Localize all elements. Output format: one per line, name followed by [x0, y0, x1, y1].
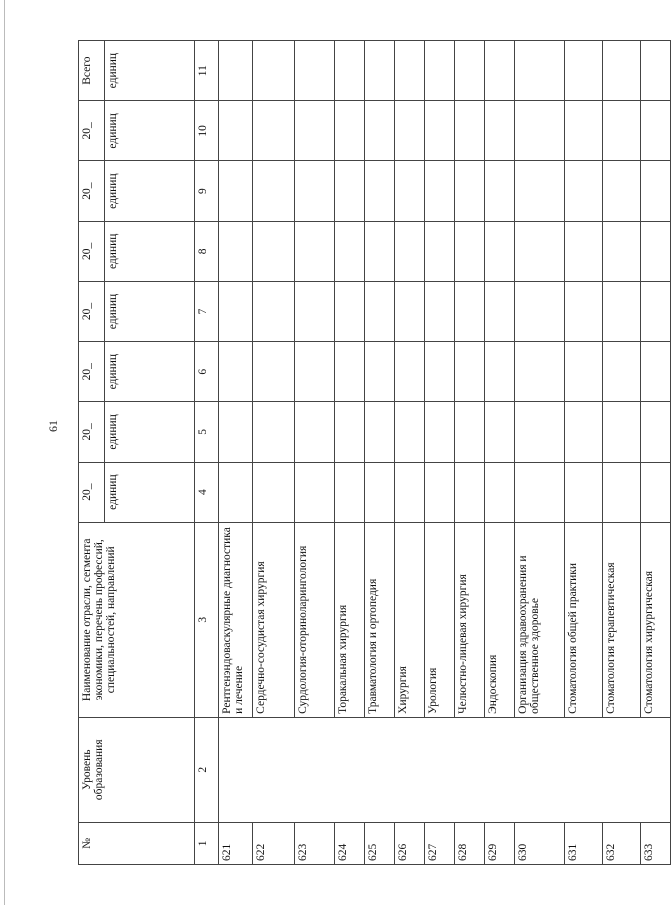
value-cell: [253, 402, 295, 462]
value-cell: [603, 101, 641, 161]
value-cell: [603, 41, 641, 101]
value-cell: [395, 342, 425, 402]
value-cell: [455, 402, 485, 462]
column-number: 7: [195, 281, 219, 341]
value-cell: [565, 342, 603, 402]
table-row: [219, 41, 253, 865]
value-cell: [253, 101, 295, 161]
value-cell: [365, 402, 395, 462]
row-number: 621: [219, 822, 253, 864]
value-cell: [253, 281, 295, 341]
value-cell: [515, 41, 565, 101]
header-unit: единиц: [105, 221, 195, 281]
value-cell: [485, 342, 515, 402]
header-unit: единиц: [105, 161, 195, 221]
specialty-name: Хирургия: [395, 522, 425, 717]
value-cell: [335, 281, 365, 341]
header-year: 20_: [79, 161, 105, 221]
header-unit: единиц: [105, 462, 195, 522]
column-number: 6: [195, 342, 219, 402]
value-cell: [565, 101, 603, 161]
value-cell: [395, 281, 425, 341]
value-cell: [425, 462, 455, 522]
column-number: 8: [195, 221, 219, 281]
value-cell: [455, 281, 485, 341]
value-cell: [219, 161, 253, 221]
value-cell: [365, 281, 395, 341]
specialty-name: Травматология и ортопедия: [365, 522, 395, 717]
value-cell: [565, 41, 603, 101]
value-cell: [395, 221, 425, 281]
value-cell: [485, 161, 515, 221]
value-cell: [565, 281, 603, 341]
row-number: 631: [565, 822, 603, 864]
row-number: 630: [515, 822, 565, 864]
value-cell: [219, 281, 253, 341]
value-cell: [219, 342, 253, 402]
specialty-name: Стоматология терапевтическая: [603, 522, 641, 717]
value-cell: [395, 402, 425, 462]
value-cell: [565, 221, 603, 281]
value-cell: [603, 161, 641, 221]
value-cell: [515, 161, 565, 221]
value-cell: [335, 161, 365, 221]
column-number: 11: [195, 41, 219, 101]
header-year: 20_: [79, 281, 105, 341]
value-cell: [425, 402, 455, 462]
specialty-name: Стоматология общей практики: [565, 522, 603, 717]
value-cell: [365, 41, 395, 101]
specialty-name: Челюстно-лицевая хирургия: [455, 522, 485, 717]
value-cell: [335, 342, 365, 402]
row-number: 633: [641, 822, 671, 864]
value-cell: [455, 101, 485, 161]
specialty-name: Организация здравоохранения и общественное здоровье: [515, 522, 565, 717]
value-cell: [485, 462, 515, 522]
value-cell: [219, 402, 253, 462]
value-cell: [253, 161, 295, 221]
row-number: 622: [253, 822, 295, 864]
header-no: №: [79, 822, 195, 864]
value-cell: [295, 221, 335, 281]
value-cell: [219, 41, 253, 101]
header-year: 20_: [79, 221, 105, 281]
value-cell: [335, 221, 365, 281]
value-cell: [425, 101, 455, 161]
value-cell: [253, 221, 295, 281]
column-number: 4: [195, 462, 219, 522]
value-cell: [603, 402, 641, 462]
value-cell: [395, 101, 425, 161]
header-unit: единиц: [105, 101, 195, 161]
page-number: 61: [46, 420, 60, 432]
value-cell: [253, 342, 295, 402]
value-cell: [365, 221, 395, 281]
value-cell: [365, 462, 395, 522]
value-cell: [515, 342, 565, 402]
value-cell: [335, 41, 365, 101]
row-number: 632: [603, 822, 641, 864]
value-cell: [485, 402, 515, 462]
value-cell: [485, 101, 515, 161]
value-cell: [219, 462, 253, 522]
row-number: 626: [395, 822, 425, 864]
data-table: [78, 40, 671, 865]
header-unit: единиц: [105, 41, 195, 101]
value-cell: [455, 342, 485, 402]
value-cell: [565, 462, 603, 522]
value-cell: [455, 41, 485, 101]
row-number: 628: [455, 822, 485, 864]
value-cell: [603, 221, 641, 281]
value-cell: [485, 221, 515, 281]
value-cell: [641, 41, 671, 101]
value-cell: [603, 462, 641, 522]
value-cell: [641, 221, 671, 281]
header-year: 20_: [79, 462, 105, 522]
value-cell: [365, 161, 395, 221]
value-cell: [253, 462, 295, 522]
value-cell: [603, 281, 641, 341]
value-cell: [335, 462, 365, 522]
value-cell: [295, 402, 335, 462]
value-cell: [295, 41, 335, 101]
value-cell: [455, 462, 485, 522]
value-cell: [425, 221, 455, 281]
specialty-name: Эндоскопия: [485, 522, 515, 717]
value-cell: [295, 101, 335, 161]
value-cell: [515, 101, 565, 161]
value-cell: [365, 342, 395, 402]
value-cell: [455, 221, 485, 281]
value-cell: [515, 221, 565, 281]
column-number: 5: [195, 402, 219, 462]
row-number: 629: [485, 822, 515, 864]
specialty-name: Торакальная хирургия: [335, 522, 365, 717]
value-cell: [485, 281, 515, 341]
value-cell: [603, 342, 641, 402]
row-number: 623: [295, 822, 335, 864]
value-cell: [425, 41, 455, 101]
rotated-table-container: [78, 40, 655, 865]
value-cell: [641, 161, 671, 221]
specialty-name: Урология: [425, 522, 455, 717]
value-cell: [219, 221, 253, 281]
header-unit: единиц: [105, 281, 195, 341]
header-year: 20_: [79, 402, 105, 462]
value-cell: [295, 462, 335, 522]
header-total: Всего: [79, 41, 105, 101]
value-cell: [395, 41, 425, 101]
value-cell: [425, 281, 455, 341]
header-year: 20_: [79, 342, 105, 402]
column-number: 1: [195, 822, 219, 864]
value-cell: [641, 342, 671, 402]
value-cell: [335, 101, 365, 161]
page-margin-line: [4, 0, 5, 905]
header-year: 20_: [79, 101, 105, 161]
value-cell: [641, 402, 671, 462]
row-number: 625: [365, 822, 395, 864]
value-cell: [425, 161, 455, 221]
value-cell: [455, 161, 485, 221]
specialty-name: Сердечно-сосудистая хирургия: [253, 522, 295, 717]
value-cell: [295, 281, 335, 341]
column-number: 3: [195, 522, 219, 717]
value-cell: [395, 161, 425, 221]
value-cell: [515, 462, 565, 522]
value-cell: [253, 41, 295, 101]
value-cell: [641, 281, 671, 341]
header-unit: единиц: [105, 402, 195, 462]
value-cell: [565, 161, 603, 221]
value-cell: [515, 281, 565, 341]
column-number: 2: [195, 717, 219, 822]
header-name: Наименование отрасли, сегмента экономики, перечень профессий, специальностей, направлений: [79, 522, 195, 717]
specialty-name: Рентгенэндоваскулярные диагностика и лечение: [219, 522, 253, 717]
value-cell: [641, 101, 671, 161]
header-unit: единиц: [105, 342, 195, 402]
value-cell: [295, 161, 335, 221]
header-level: Уровень образования: [79, 717, 195, 822]
column-number: 9: [195, 161, 219, 221]
value-cell: [515, 402, 565, 462]
value-cell: [219, 101, 253, 161]
value-cell: [485, 41, 515, 101]
value-cell: [425, 342, 455, 402]
specialty-name: Стоматология хирургическая: [641, 522, 671, 717]
value-cell: [365, 101, 395, 161]
value-cell: [565, 402, 603, 462]
level-cell: [219, 717, 671, 822]
value-cell: [295, 342, 335, 402]
value-cell: [641, 462, 671, 522]
value-cell: [395, 462, 425, 522]
specialty-name: Сурдология-оториноларингология: [295, 522, 335, 717]
column-number: 10: [195, 101, 219, 161]
value-cell: [335, 402, 365, 462]
row-number: 627: [425, 822, 455, 864]
row-number: 624: [335, 822, 365, 864]
